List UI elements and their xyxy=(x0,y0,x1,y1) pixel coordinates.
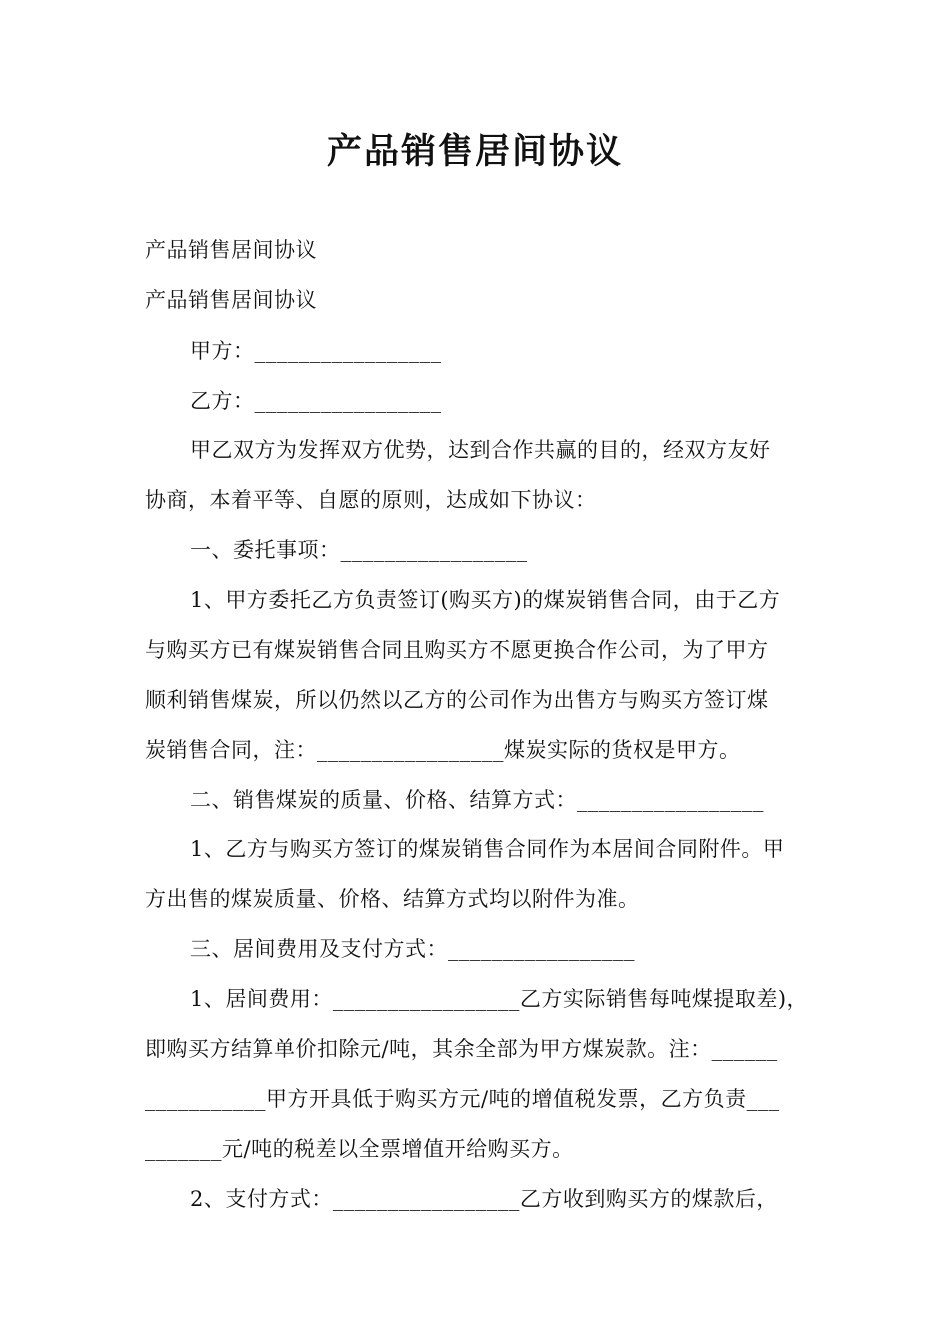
section-1-item-1-line-4: 炭销售合同，注：_________________煤炭实际的货权是甲方。 xyxy=(145,738,741,762)
section-3-item-1-line-4: _______元/吨的税差以全票增值开给购买方。 xyxy=(145,1137,574,1161)
party-b-line: 乙方：_________________ xyxy=(190,389,442,413)
preamble-line-1: 甲乙双方为发挥双方优势，达到合作共赢的目的，经双方友好 xyxy=(190,438,771,462)
section-2-heading: 二、销售煤炭的质量、价格、结算方式：_________________ xyxy=(190,788,764,812)
section-1-item-1-line-1: 1、甲方委托乙方负责签订(购买方)的煤炭销售合同，由于乙方 xyxy=(190,588,781,612)
section-3-item-2-line-1: 2、支付方式：_________________乙方收到购买方的煤款后， xyxy=(190,1187,778,1211)
text-line-2: 产品销售居间协议 xyxy=(145,288,317,312)
document-title: 产品销售居间协议 xyxy=(326,132,623,172)
section-3-item-1-line-1: 1、居间费用：_________________乙方实际销售每吨煤提取差)， xyxy=(190,987,809,1011)
section-1-item-1-line-3: 顺利销售煤炭，所以仍然以乙方的公司作为出售方与购买方签订煤 xyxy=(145,688,769,712)
section-2-item-1-line-1: 1、乙方与购买方签订的煤炭销售合同作为本居间合同附件。甲 xyxy=(190,837,785,861)
section-3-heading: 三、居间费用及支付方式：_________________ xyxy=(190,937,635,961)
text-line-1: 产品销售居间协议 xyxy=(145,238,317,262)
section-2-item-1-line-2: 方出售的煤炭质量、价格、结算方式均以附件为准。 xyxy=(145,887,640,911)
preamble-line-2: 协商，本着平等、自愿的原则，达成如下协议： xyxy=(145,488,597,512)
section-1-item-1-line-2: 与购买方已有煤炭销售合同且购买方不愿更换合作公司，为了甲方 xyxy=(145,638,769,662)
party-a-line: 甲方：_________________ xyxy=(190,339,442,363)
section-3-item-1-line-3: ___________甲方开具低于购买方元/吨的增值税发票，乙方负责___ xyxy=(145,1087,780,1111)
section-1-heading: 一、委托事项：_________________ xyxy=(190,538,528,562)
section-3-item-1-line-2: 即购买方结算单价扣除元/吨，其余全部为甲方煤炭款。注：______ xyxy=(145,1037,778,1061)
